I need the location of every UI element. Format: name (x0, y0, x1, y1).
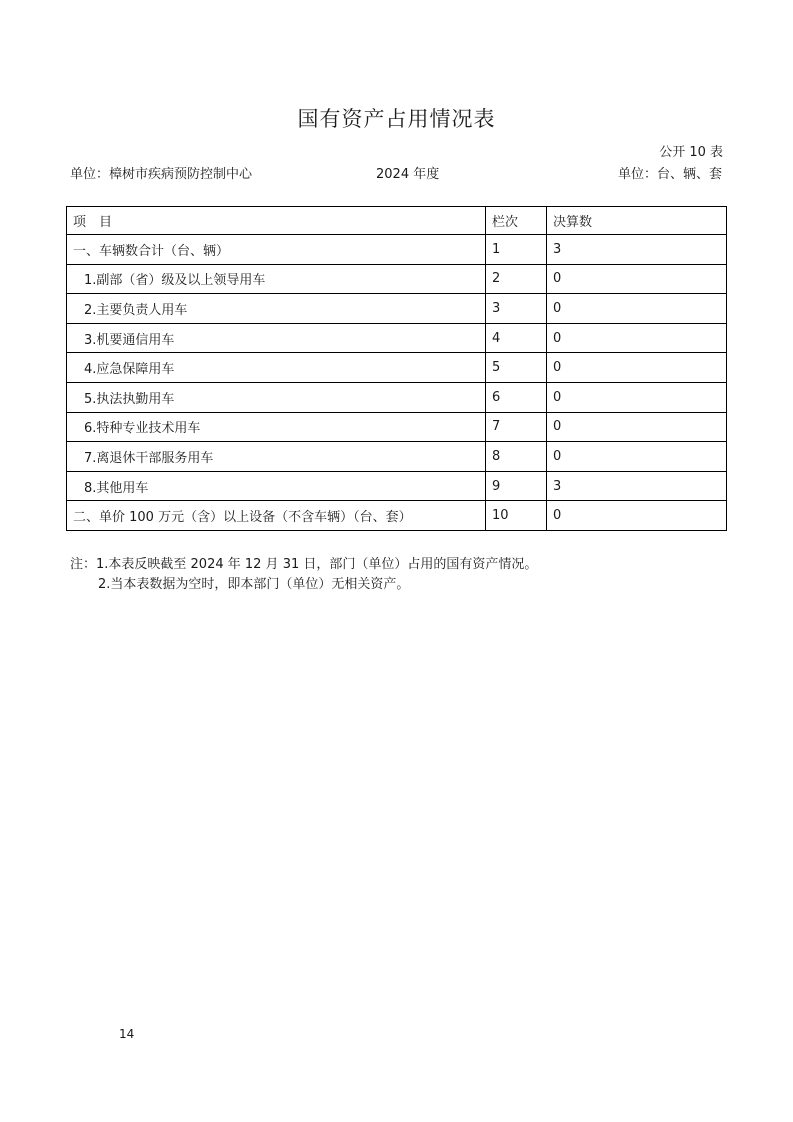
header-line: 栏次 (486, 207, 547, 235)
table-row (67, 442, 727, 472)
row-item: 8.其他用车 (67, 471, 486, 501)
table-row (67, 501, 727, 531)
table-row (67, 382, 727, 412)
row-item: 6.特种专业技术用车 (67, 412, 486, 442)
note-2: 2.当本表数据为空时，即本部门（单位）无相关资产。 (98, 577, 410, 592)
row-line: 1 (486, 235, 547, 265)
fiscal-year: 2024 年度 (376, 167, 440, 182)
row-line: 9 (486, 471, 547, 501)
table-row (67, 264, 727, 294)
row-amount: 3 (547, 471, 727, 501)
table-row (67, 412, 727, 442)
reporting-unit: 单位：樟树市疾病预防控制中心 (70, 167, 253, 182)
row-item: 1.副部（省）级及以上领导用车 (67, 264, 486, 294)
row-item: 2.主要负责人用车 (67, 294, 486, 324)
page-number: 14 (119, 1027, 135, 1041)
row-item: 一、车辆数合计（台、辆） (67, 235, 486, 265)
asset-table (66, 206, 727, 531)
header-item: 项 目 (67, 207, 486, 235)
form-code: 公开 10 表 (659, 145, 723, 160)
row-amount: 0 (547, 442, 727, 472)
row-amount: 0 (547, 264, 727, 294)
row-line: 3 (486, 294, 547, 324)
note-1: 注：1.本表反映截至 2024 年 12 月 31 日，部门（单位）占用的国有资产情况。 (70, 557, 538, 572)
row-amount: 0 (547, 501, 727, 531)
table-row (67, 235, 727, 265)
row-amount: 0 (547, 294, 727, 324)
row-item: 3.机要通信用车 (67, 323, 486, 353)
row-line: 2 (486, 264, 547, 294)
row-amount: 3 (547, 235, 727, 265)
header-amount: 决算数 (547, 207, 727, 235)
page-title: 国有资产占用情况表 (297, 107, 496, 131)
row-line: 4 (486, 323, 547, 353)
table-header-row (67, 207, 727, 235)
row-item: 4.应急保障用车 (67, 353, 486, 383)
table-row (67, 353, 727, 383)
row-line: 5 (486, 353, 547, 383)
row-line: 7 (486, 412, 547, 442)
table-row (67, 294, 727, 324)
row-amount: 0 (547, 382, 727, 412)
row-line: 10 (486, 501, 547, 531)
meta-row (70, 163, 722, 181)
measure-unit: 单位：台、辆、套 (617, 167, 722, 182)
row-item: 7.离退休干部服务用车 (67, 442, 486, 472)
row-item: 二、单价 100 万元（含）以上设备（不含车辆）（台、套） (67, 501, 486, 531)
table-row (67, 323, 727, 353)
footnotes (70, 555, 537, 595)
row-amount: 0 (547, 323, 727, 353)
table-row (67, 471, 727, 501)
row-amount: 0 (547, 412, 727, 442)
row-amount: 0 (547, 353, 727, 383)
row-line: 8 (486, 442, 547, 472)
row-item: 5.执法执勤用车 (67, 382, 486, 412)
row-line: 6 (486, 382, 547, 412)
